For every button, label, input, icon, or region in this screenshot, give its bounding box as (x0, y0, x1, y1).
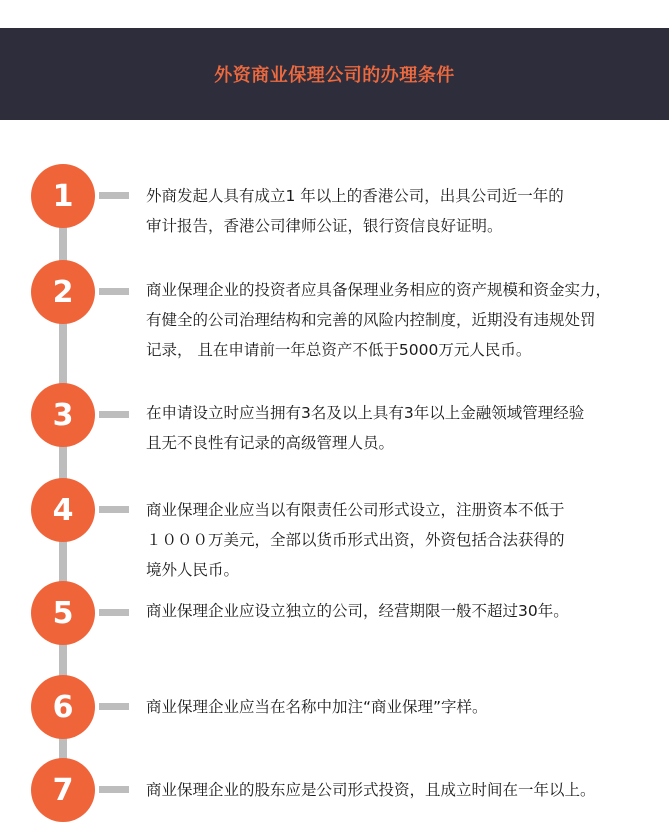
step-number-badge: 6 (31, 675, 95, 739)
page-title: 外资商业保理公司的办理条件 (214, 65, 455, 86)
step-connector (99, 288, 129, 295)
step-number-badge: 7 (31, 758, 95, 822)
step-connector (99, 609, 129, 616)
step-description: 商业保理企业的投资者应具备保理业务相应的资产规模和资金实力， 有健全的公司治理结构和完善的风险内控制度，近期没有违规处罚 记录， 且在申请前一年总资产不低于5000万元人民币。 (146, 281, 612, 359)
step-connector (99, 703, 129, 710)
step-connector (99, 786, 129, 793)
step-number-badge: 3 (31, 383, 95, 447)
step-description: 外商发起人具有成立1 年以上的香港公司，出具公司近一年的 审计报告，香港公司律师公证，银行资信良好证明。 (146, 187, 564, 235)
step-number-badge: 1 (31, 164, 95, 228)
step-number-badge: 4 (31, 478, 95, 542)
step-description: 在申请设立时应当拥有3名及以上具有3年以上金融领域管理经验 且无不良性有记录的高级管理人员。 (146, 404, 585, 452)
step-description: 商业保理企业应当在名称中加注“商业保理”字样。 (146, 698, 488, 716)
header-banner (0, 28, 669, 120)
step-description: 商业保理企业应当以有限责任公司形式设立，注册资本不低于 １０００万美元，全部以货币形式出资，外资包括合法获得的 境外人民币。 (146, 501, 565, 579)
step-number-badge: 2 (31, 260, 95, 324)
step-description: 商业保理企业应设立独立的公司，经营期限一般不超过30年。 (146, 602, 569, 620)
step-connector (99, 192, 129, 199)
step-number-badge: 5 (31, 581, 95, 645)
step-description: 商业保理企业的股东应是公司形式投资，且成立时间在一年以上。 (146, 781, 596, 799)
step-connector (99, 411, 129, 418)
step-connector (99, 506, 129, 513)
